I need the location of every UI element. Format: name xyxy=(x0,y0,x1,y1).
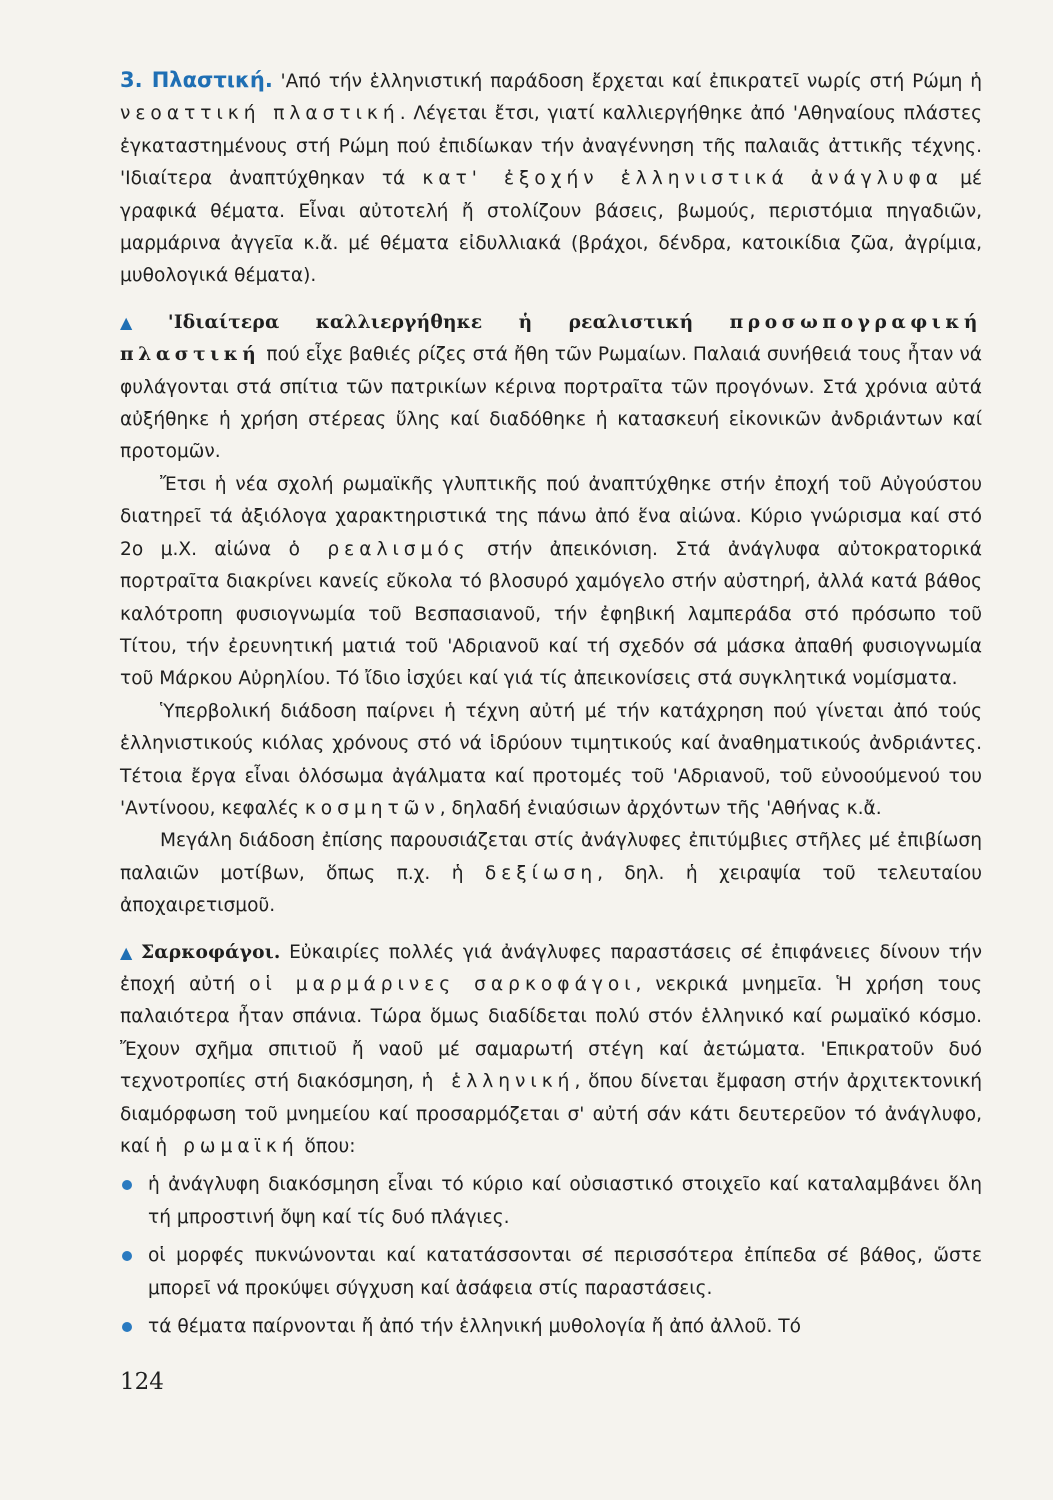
emphasized-term: δεξίωση xyxy=(484,862,598,884)
emphasized-term: νεοαττική πλαστική xyxy=(120,103,400,125)
bullet-dot-icon xyxy=(122,1322,132,1332)
page-number: 124 xyxy=(120,1369,164,1395)
emphasized-term: κοσμητῶν xyxy=(304,797,440,819)
emphasized-term: ὁ ρεαλισμός xyxy=(288,538,470,560)
page-body xyxy=(120,64,982,1343)
emphasized-term: προσωπογραφική πλαστική xyxy=(120,311,983,366)
section-paragraph: 3. Πλαστική. 'Από τήν ἑλληνιστική παράδοση ἔρχεται καί ἐπικρατεῖ νωρίς στή Ρώμη ἡ νεοαττική πλαστική. Λέγεται ἔτσι, γιατί καλλιεργήθηκε ἀπό 'Αθηναίους πλάστες ἐγκαταστημένους στή Ρώμη πού ἐπιδίωκαν τήν ἀναγέννηση τῆς παλαιᾶς ἀττικῆς τέχνης. 'Ιδιαίτερα ἀναπτύχθηκαν τά κατ' ἐξοχήν ἑλληνιστικά ἀνάγλυφα μέ γραφικά θέματα. Εἶναι αὐτοτελή ἤ στολίζουν βάσεις, βωμούς, περιστόμια πηγαδιῶν, μαρμάρινα ἀγγεῖα κ.ἄ. μέ θέματα εἰδυλλιακά (βράχοι, δένδρα, κατοικίδια ζῶα, ἀγρίμια, μυθολογικά θέματα). xyxy=(120,68,982,287)
sarcophagi-paragraph: ▲ Σαρκοφάγοι. Εὐκαιρίες πολλές γιά ἀνάγλυφες παραστάσεις σέ ἐπιφάνειες δίνουν τήν ἐποχή αὐτή οἱ μαρμάρινες σαρκοφάγοι, νεκρικά μνημεῖα. Ἡ χρήση τους παλαιότερα ἦταν σπάνια. Τώρα ὅμως διαδίδεται πολύ στόν ἑλληνικό καί ρωμαϊκό κόσμο. Ἔχουν σχῆμα σπιτιοῦ ἤ ναοῦ μέ σαμαρωτή στέγη καί ἀετώματα. 'Επικρατοῦν δυό τεχνοτροπίες στή διακόσμηση, ἡ ἑλληνική, ὅπου δίνεται ἔμφαση στήν ἀρχιτεκτονική διαμόρφωση τοῦ μνημείου καί προσαρμόζεται σ' αὐτή σάν κάτι δευτερεῦον τό ἀνάγλυφο, καί ἡ ρωμαϊκή ὅπου: xyxy=(120,941,982,1157)
list-item: ἡ ἀνάγλυφη διακόσμηση εἶναι τό κύριο καί οὐσιαστικό στοιχεῖο καί καταλαμβάνει ὅλη τή μπροστινή ὄψη καί τίς δυό πλάγιες. xyxy=(120,1169,982,1234)
portrait-paragraph-4: Μεγάλη διάδοση ἐπίσης παρουσιάζεται στίς ἀνάγλυφες ἐπιτύμβιες στῆλες μέ ἐπιβίωση παλαιῶν μοτίβων, ὅπως π.χ. ἡ δεξίωση, δηλ. ἡ χειραψία τοῦ τελευταίου ἀποχαιρετισμοῦ. xyxy=(120,830,982,917)
portrait-paragraph-3: Ὑπερβολική διάδοση παίρνει ἡ τέχνη αὐτή μέ τήν κατάχρηση πού γίνεται ἀπό τούς ἑλληνιστικούς κιόλας χρόνους στό νά ἱδρύουν τιμητικούς καί ἀναθηματικούς ἀνδριάντες. Τέτοια ἔργα εἶναι ὁλόσωμα ἀγάλματα καί προτομές τοῦ 'Αδριανοῦ, τοῦ εὐνοούμενού του 'Αντίνοου, κεφαλές κοσμητῶν, δηλαδή ἐνιαύσιων ἀρχόντων τῆς 'Αθήνας κ.ἄ. xyxy=(120,700,982,819)
list-item: τά θέματα παίρνονται ἤ ἀπό τήν ἑλληνική μυθολογία ἤ ἀπό ἀλλοῦ. Τό xyxy=(120,1311,982,1343)
triangle-marker-icon: ▲ xyxy=(120,312,162,332)
list-item: οἱ μορφές πυκνώνονται καί κατατάσσονται σέ περισσότερα ἐπίπεδα σέ βάθος, ὥστε μπορεῖ νά προκύψει σύγχυση καί ἀσάφεια στίς παραστάσεις. xyxy=(120,1240,982,1305)
bold-lead: Σαρκοφάγοι. xyxy=(140,941,281,963)
portrait-paragraph-2: Ἔτσι ἡ νέα σχολή ρωμαϊκῆς γλυπτικῆς πού ἀναπτύχθηκε στήν ἐποχή τοῦ Αὐγούστου διατηρεῖ τά ἀξιόλογα χαρακτηριστικά της πάνω ἀπό ἕνα αἰώνα. Κύριο γνώρισμα καί στό 2ο μ.Χ. αἰώνα ὁ ρεαλισμός στήν ἀπεικόνιση. Στά ἀνάγλυφα αὐτοκρατορικά πορτραῖτα διακρίνει κανείς εὔκολα τό βλοσυρό χαμόγελο στήν αὐστηρή, ἀλλά κατά βάθος καλότροπη φυσιογνωμία τοῦ Βεσπασιανοῦ, τήν ἐφηβική λαμπεράδα στό πρόσωπο τοῦ Τίτου, τήν ἐρευνητική ματιά τοῦ 'Αδριανοῦ καί τή σχεδόν σά μάσκα ἀπαθή φυσιογνωμία τοῦ Μάρκου Αὐρηλίου. Τό ἴδιο ἰσχύει καί γιά τίς ἀπεικονίσεις στά συγκλητικά νομίσματα. xyxy=(120,473,982,690)
emphasized-term: ἡ ἑλληνική xyxy=(421,1071,575,1093)
portrait-paragraph: ▲ 'Ιδιαίτερα καλλιεργήθηκε ἡ ρεαλιστική προσωπογραφική πλαστική πού εἶχε βαθιές ρίζες στά ἤθη τῶν Ρωμαίων. Παλαιά συνήθειά τους ἦταν νά φυλάγονται στά σπίτια τῶν πατρικίων κέρινα πορτραῖτα τῶν προγόνων. Στά χρόνια αὐτά αὐξήθηκε ἡ χρήση στέρεας ὕλης καί διαδόθηκε ἡ κατασκευή εἰκονικῶν ἀνδριάντων καί προτομῶν. xyxy=(120,311,983,463)
bullet-dot-icon xyxy=(122,1180,132,1190)
emphasized-term: ἡ ρωμαϊκή xyxy=(155,1136,299,1157)
bold-lead: 'Ιδιαίτερα καλλιεργήθηκε ἡ ρεαλιστική xyxy=(167,311,730,333)
section-heading: 3. Πλαστική. xyxy=(120,68,273,92)
triangle-marker-icon: ▲ xyxy=(120,942,135,962)
bullet-dot-icon xyxy=(122,1251,132,1261)
emphasized-term: οἱ μαρμάρινες σαρκοφάγοι xyxy=(249,973,636,995)
emphasized-term: κατ' ἐξοχήν ἑλληνιστικά ἀνάγλυφα xyxy=(422,168,944,190)
